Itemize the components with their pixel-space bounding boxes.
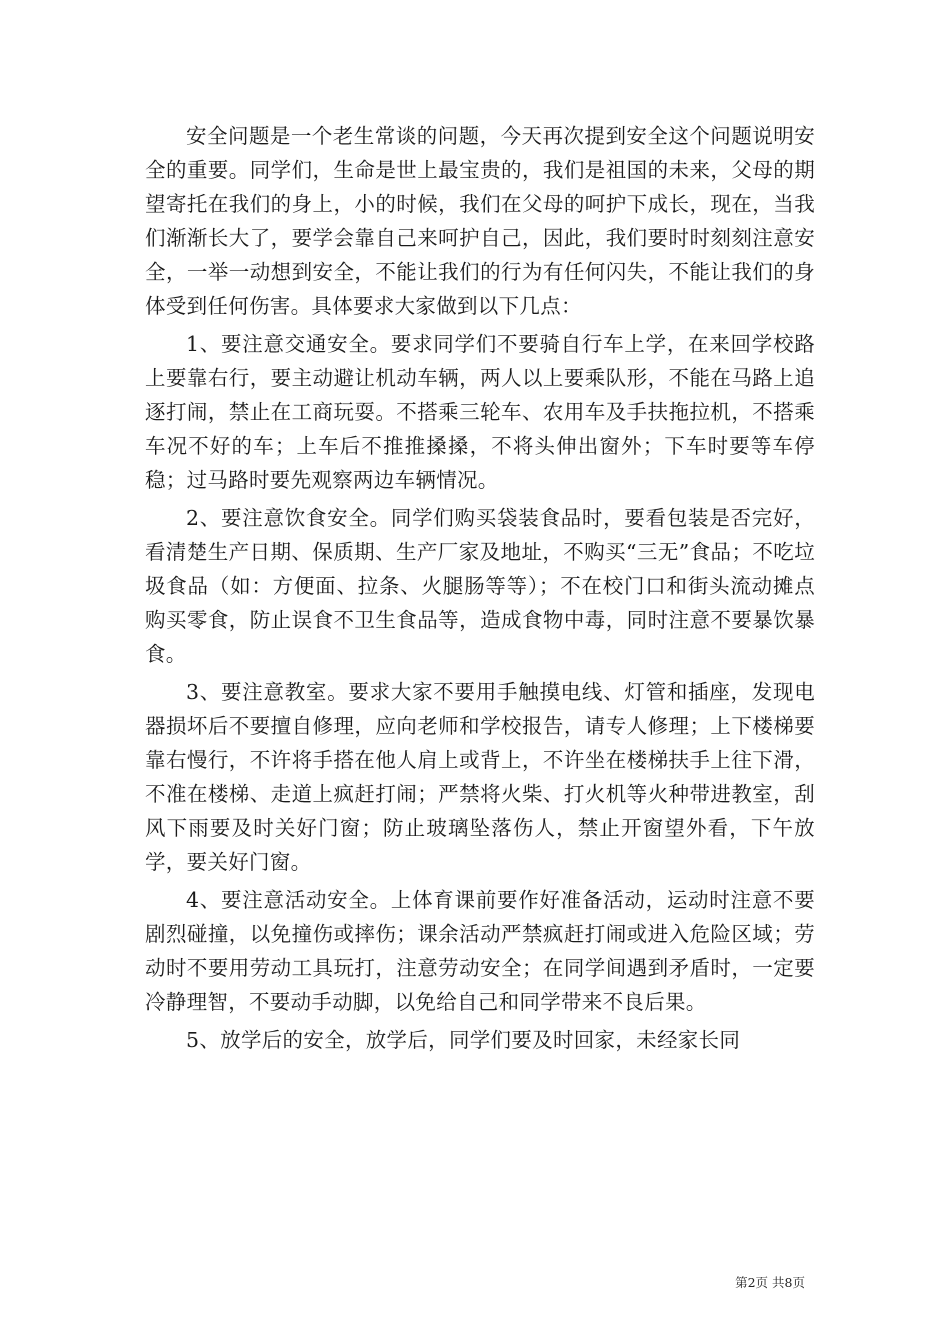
- paragraph-after-school-safety: 5、放学后的安全，放学后，同学们要及时回家，未经家长同: [186, 1028, 741, 1052]
- paragraph-intro: 安全问题是一个老生常谈的问题，今天再次提到安全这个问题说明安全的重要。同学们，生命是世上最宝贵的，我们是祖国的未来，父母的期望寄托在我们的身上，小的时候，我们在父母的呵护下成长，现在，当我们渐渐长大了，要学会靠自己来呵护自己，因此，我们要时时刻刻注意安全，一举一动想到安全，不能让我们的行为有任何闪失，不能让我们的身体受到任何伤害。具体要求大家做到以下几点：: [145, 124, 815, 318]
- page-number-footer: 第2页 共8页: [735, 1275, 805, 1290]
- paragraph-traffic-safety: 1、要注意交通安全。要求同学们不要骑自行车上学，在来回学校路上要靠右行，要主动避让机动车辆，两人以上要乘队形，不能在马路上追逐打闹，禁止在工商玩耍。不搭乘三轮车、农用车及手扶拖拉机，不搭乘车况不好的车；上车后不推推搡搡，不将头伸出窗外；下车时要等车停稳；过马路时要先观察两边车辆情况。: [145, 332, 815, 492]
- paragraph-food-safety: 2、要注意饮食安全。同学们购买袋装食品时，要看包装是否完好，看清楚生产日期、保质期、生产厂家及地址，不购买“三无”食品；不吃垃圾食品（如：方便面、拉条、火腿肠等等）；不在校门口和街头流动摊点购买零食，防止误食不卫生食品等，造成食物中毒，同时注意不要暴饮暴食。: [145, 506, 815, 666]
- paragraph-activity-safety: 4、要注意活动安全。上体育课前要作好准备活动，运动时注意不要剧烈碰撞，以免撞伤或摔伤；课余活动严禁疯赶打闹或进入危险区域；劳动时不要用劳动工具玩打，注意劳动安全；在同学间遇到矛盾时，一定要冷静理智，不要动手动脚，以免给自己和同学带来不良后果。: [145, 888, 815, 1014]
- paragraph-classroom-safety: 3、要注意教室。要求大家不要用手触摸电线、灯管和插座，发现电器损坏后不要擅自修理，应向老师和学校报告，请专人修理；上下楼梯要靠右慢行，不许将手搭在他人肩上或背上，不许坐在楼梯扶手上往下滑，不准在楼梯、走道上疯赶打闹；严禁将火柴、打火机等火种带进教室，刮风下雨要及时关好门窗；防止玻璃坠落伤人，禁止开窗望外看，下午放学，要关好门窗。: [145, 680, 815, 874]
- document-body: [145, 119, 815, 1061]
